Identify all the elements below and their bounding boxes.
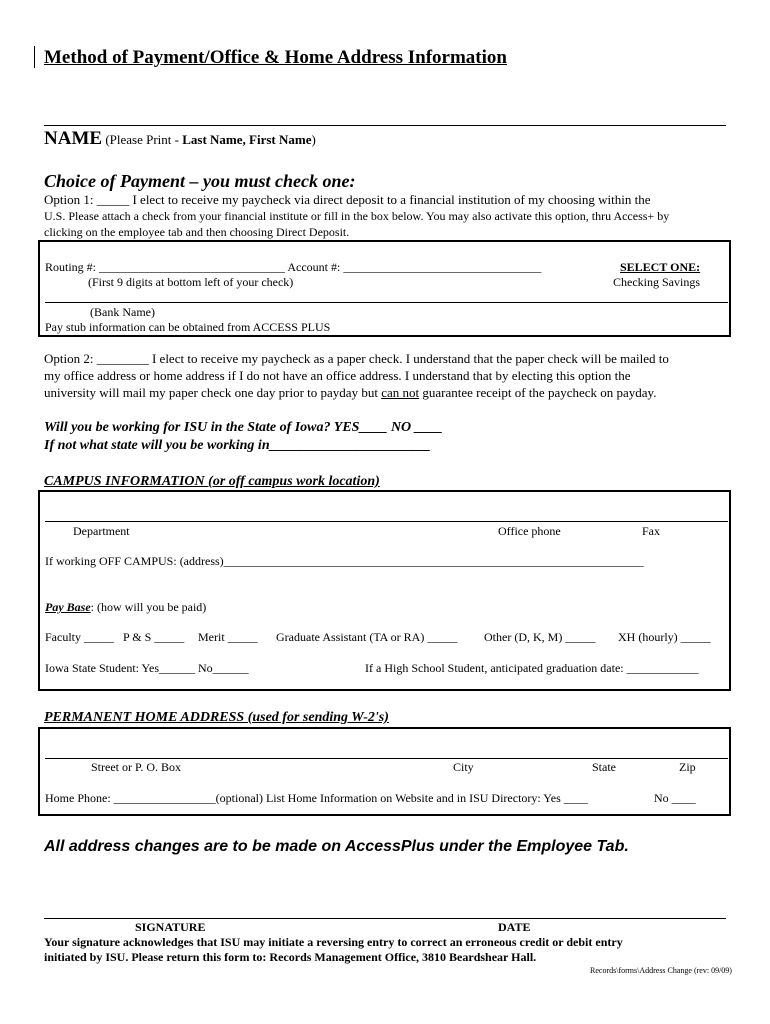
name-hint-post: ) <box>311 132 316 147</box>
name-row <box>44 128 316 150</box>
bank-info-box <box>38 240 731 337</box>
grad-assistant-option[interactable]: Graduate Assistant (TA or RA) _____ <box>276 630 458 644</box>
iowa-student-field[interactable]: Iowa State Student: Yes______ No______ <box>45 661 249 675</box>
name-label: NAME <box>44 128 103 149</box>
pay-base-row <box>45 600 206 615</box>
home-phone-field[interactable]: Home Phone: _________________(optional) List Home Information on Website and in ISU Directory: Yes ____ <box>45 791 588 805</box>
other-option[interactable]: Other (D, K, M) _____ <box>484 630 596 644</box>
department-label: Department <box>73 524 130 538</box>
campus-info-box <box>38 490 731 691</box>
option1-line2: U.S. Please attach a check from your financial institute or fill in the box below. You may also activate this option, thru Access+ by <box>44 209 670 223</box>
directory-no-option[interactable]: No ____ <box>654 791 696 805</box>
margin-mark <box>34 46 35 68</box>
signature-line <box>44 918 726 919</box>
option2-line3-underlined: can not <box>381 385 420 400</box>
off-campus-address-field[interactable]: If working OFF CAMPUS: (address)______________________________________________________________________ <box>45 554 644 568</box>
city-label: City <box>453 760 474 774</box>
home-address-box <box>38 727 731 816</box>
option2-line3-pre: university will mail my paper check one day prior to payday but <box>44 385 382 400</box>
bank-name-line <box>45 302 728 303</box>
department-line <box>45 521 728 522</box>
name-hint-pre: (Please Print - <box>105 132 183 147</box>
zip-label: Zip <box>679 760 696 774</box>
option2-line3-post: guarantee receipt of the paycheck on payday. <box>419 385 657 400</box>
routing-account-field[interactable]: Routing #: _______________________________ Account #: _________________________________ <box>45 260 542 274</box>
xh-option[interactable]: XH (hourly) _____ <box>618 630 711 644</box>
select-one-label: SELECT ONE: <box>620 260 701 274</box>
footer-reference: Records\forms\Address Change (rev: 09/09) <box>590 966 732 975</box>
option2-line1: Option 2: ________ I elect to receive my paycheck as a paper check. I understand that the paper check will be mailed to <box>44 351 669 366</box>
street-label: Street or P. O. Box <box>91 760 181 774</box>
pay-base-rest: : (how will you be paid) <box>90 600 207 614</box>
pay-base-label: Pay Base <box>45 600 91 614</box>
office-phone-label: Office phone <box>498 524 561 538</box>
merit-option[interactable]: Merit _____ <box>198 630 258 644</box>
routing-hint: (First 9 digits at bottom left of your check) <box>88 275 294 289</box>
name-hint-bold: Last Name, First Name <box>182 132 312 147</box>
option2-line3 <box>44 385 656 401</box>
state-label: State <box>592 760 616 774</box>
date-label: DATE <box>498 920 531 934</box>
choice-heading: Choice of Payment – you must check one: <box>44 171 356 191</box>
option2-line2: my office address or home address if I do not have an office address. I understand that by electing this option the <box>44 368 631 383</box>
page-title: Method of Payment/Office & Home Address Information <box>44 47 507 68</box>
bank-name-label: (Bank Name) <box>90 305 155 319</box>
home-address-heading: PERMANENT HOME ADDRESS (used for sending W-2's) <box>44 710 389 725</box>
acknowledgement-line1: Your signature acknowledges that ISU may initiate a reversing entry to correct an erroneous credit or debit entry <box>44 935 623 949</box>
high-school-field[interactable]: If a High School Student, anticipated graduation date: ____________ <box>365 661 699 675</box>
street-line <box>45 758 728 759</box>
signature-label: SIGNATURE <box>135 920 206 934</box>
iowa-question[interactable]: Will you be working for ISU in the State of Iowa? YES____ NO ____ <box>44 420 443 435</box>
pay-stub-note: Pay stub information can be obtained from ACCESS PLUS <box>45 320 331 334</box>
acknowledgement-line2: initiated by ISU. Please return this form to: Records Management Office, 3810 Beardshear Hall. <box>44 950 537 964</box>
fax-label: Fax <box>642 524 660 538</box>
state-question[interactable]: If not what state will you be working in_______________________ <box>44 438 431 453</box>
option1-line1: Option 1: _____ I elect to receive my paycheck via direct deposit to a financial institution of my choosing within the <box>44 192 651 207</box>
ps-option[interactable]: P & S _____ <box>123 630 185 644</box>
faculty-option[interactable]: Faculty _____ <box>45 630 114 644</box>
address-change-notice: All address changes are to be made on AccessPlus under the Employee Tab. <box>44 838 629 855</box>
name-hint <box>105 132 316 147</box>
option1-line3: clicking on the employee tab and then choosing Direct Deposit. <box>44 225 350 239</box>
campus-heading: CAMPUS INFORMATION (or off campus work location) <box>44 474 380 489</box>
checking-savings-options[interactable]: Checking Savings <box>613 275 700 289</box>
name-underline <box>44 125 726 126</box>
